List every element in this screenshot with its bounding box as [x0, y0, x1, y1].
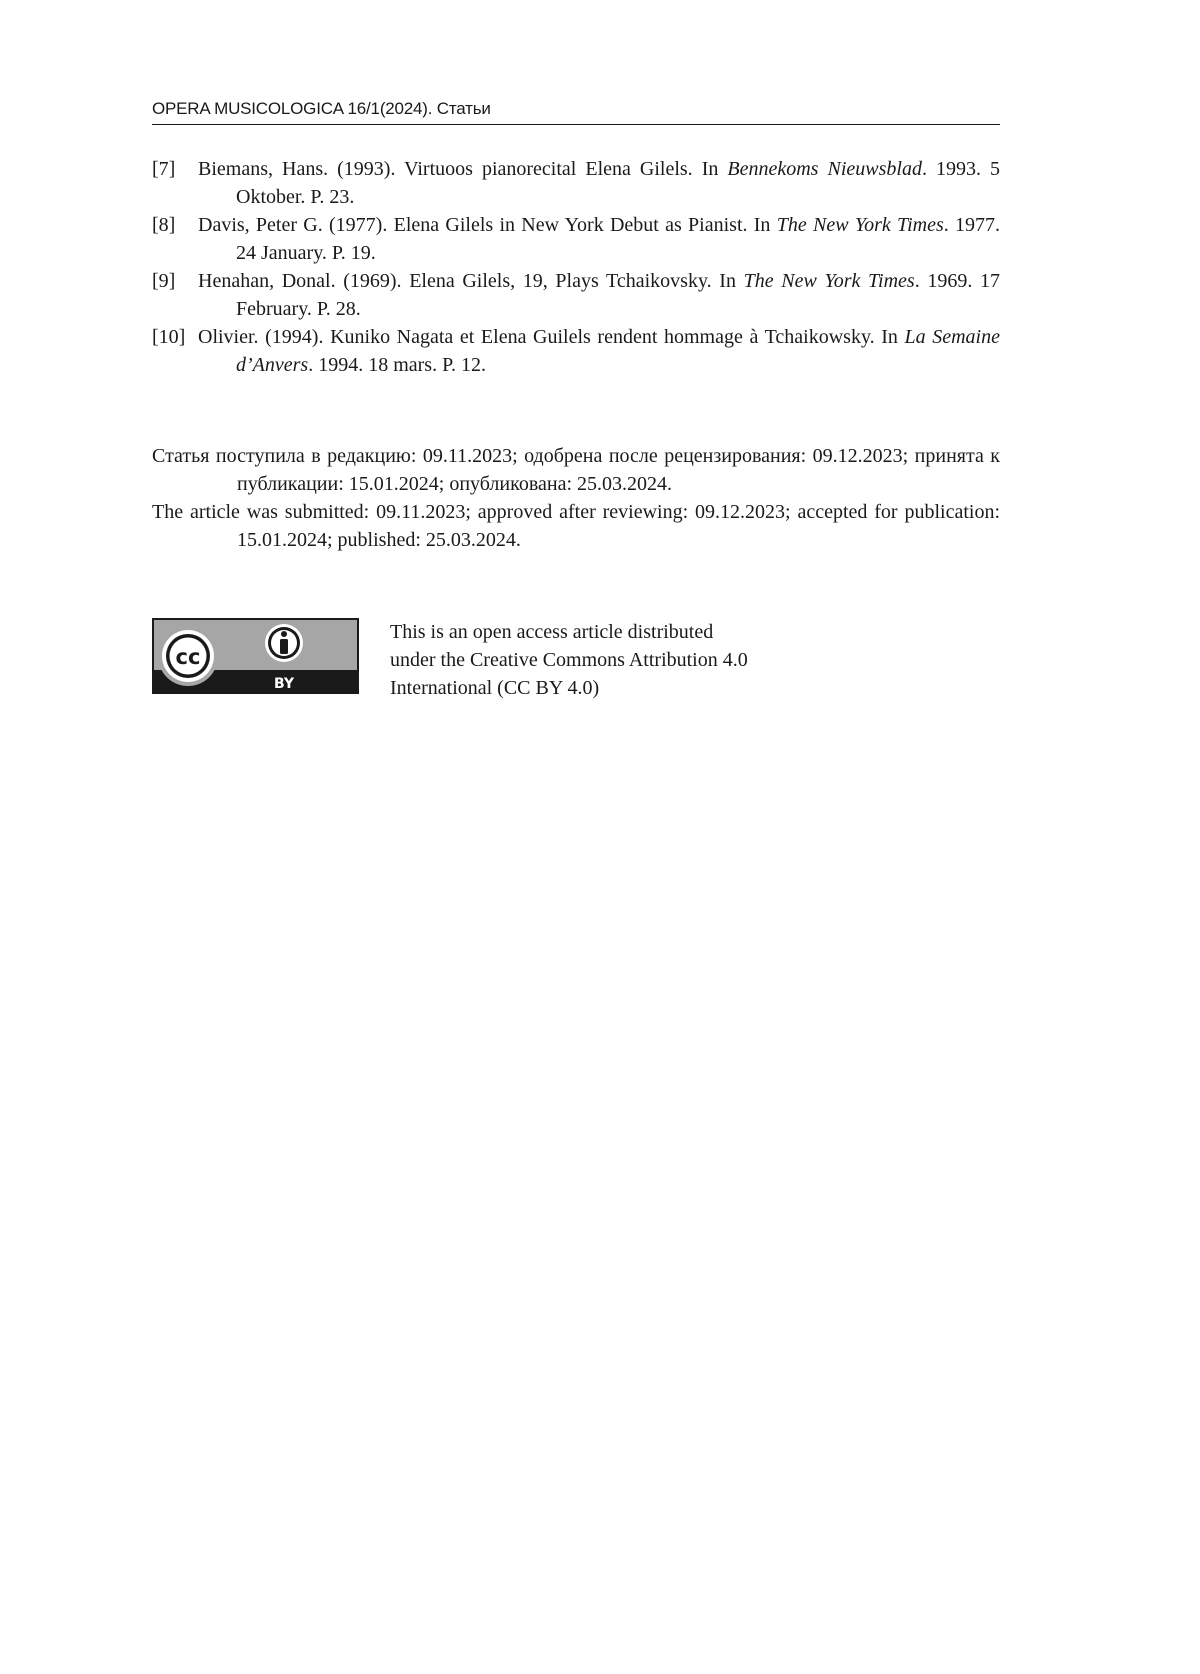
cc-by-label: BY — [273, 676, 295, 692]
reference-number: [7] — [152, 158, 176, 180]
cc-by-license-icon — [152, 618, 359, 694]
reference-item — [152, 211, 1000, 267]
reference-number: [8] — [152, 214, 176, 236]
reference-list — [152, 155, 1000, 379]
reference-item — [152, 267, 1000, 323]
reference-number: [10] — [152, 326, 186, 348]
license-line: under the Creative Commons Attribution 4.0 — [390, 649, 748, 671]
reference-text: Davis, Peter G. (1977). Elena Gilels in New York Debut as Pianist. In The New York Times. 1977. 24 January. P. 19. — [198, 214, 1001, 264]
reference-text: Henahan, Donal. (1969). Elena Gilels, 19, Plays Tchaikovsky. In The New York Times. 1969. 17 February. P. 28. — [198, 270, 1001, 320]
license-line: International (CC BY 4.0) — [390, 677, 600, 699]
article-dates — [152, 442, 1000, 554]
reference-source: Bennekoms Nieuwsblad — [727, 158, 922, 180]
reference-source: La Semaine d’Anvers — [236, 326, 1000, 376]
reference-item — [152, 155, 1000, 211]
reference-source: The New York Times — [743, 270, 915, 292]
license-text — [390, 618, 830, 702]
dates-russian: Статья поступила в редакцию: 09.11.2023; одобрена после рецензирования: 09.12.2023; принята к публикации: 15.01.2024; опубликована: 25.03.2024. — [152, 445, 1000, 495]
reference-number: [9] — [152, 270, 176, 292]
license-block — [152, 618, 1000, 698]
reference-item — [152, 323, 1000, 379]
license-line: This is an open access article distributed — [390, 621, 714, 643]
reference-text: Biemans, Hans. (1993). Virtuoos pianorecital Elena Gilels. In Bennekoms Nieuwsblad. 1993. 5 Oktober. P. 23. — [198, 158, 1000, 208]
reference-text: Olivier. (1994). Kuniko Nagata et Elena Guilels rendent hommage à Tchaikowsky. In La Semaine d’Anvers. 1994. 18 mars. P. 12. — [198, 326, 1000, 376]
reference-source: The New York Times — [776, 214, 944, 236]
dates-english: The article was submitted: 09.11.2023; approved after reviewing: 09.12.2023; accepted for publication: 15.01.2024; published: 25.03.2024. — [152, 501, 1000, 551]
svg-text:cc: cc — [175, 645, 201, 669]
running-header: OPERA MUSICOLOGICA 16/1(2024). Статьи — [152, 99, 491, 118]
header-rule — [152, 124, 1000, 125]
